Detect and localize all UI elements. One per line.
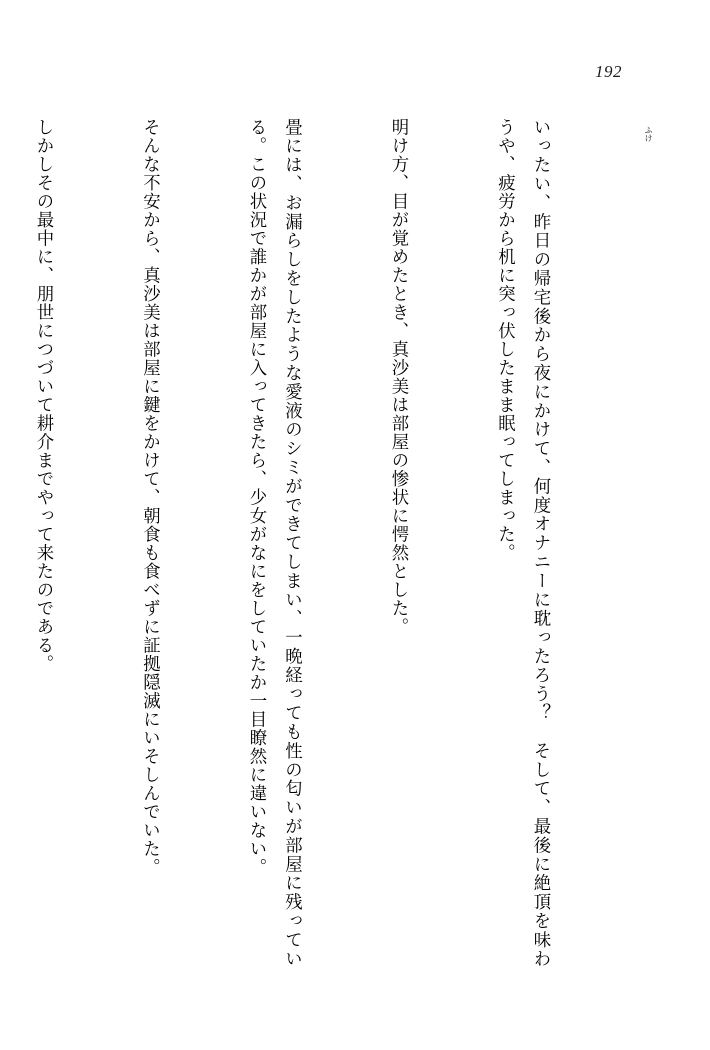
page-number: 192	[595, 62, 622, 81]
ruby-annotation: ふけ	[644, 126, 653, 142]
paragraph: そんな不安から、真沙美は部屋に鍵をかけて、朝食も食べずに証拠隠滅にいそしんでいた。	[139, 118, 160, 877]
paragraph: いったい、昨日の帰宅後から夜にかけて、何度オナニーに耽ったろう？ そして、最後に絶頂を味わうや、疲労から机に突っ伏したまま眠ってしまった。	[494, 118, 550, 968]
page-body-text	[33, 118, 628, 968]
paragraph: しかしその最中に、朋世につづいて耕介までやって来たのである。	[33, 118, 53, 673]
paragraph: 畳には、お漏らしをしたような愛液のシミができてしまい、一晩経っても性の匂いが部屋に残っている。この状況で誰かが部屋に入ってきたら、少女がなにをしていたか一目瞭然に違いない。	[246, 118, 302, 968]
paragraph: 明け方、目が覚めたとき、真沙美は部屋の惨状に愕然とした。	[388, 118, 408, 636]
